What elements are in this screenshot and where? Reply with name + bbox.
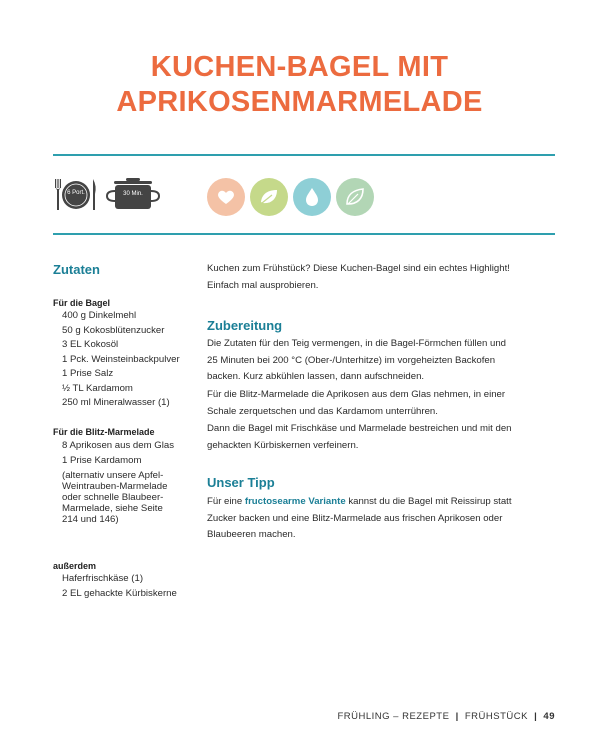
paragraph-line: Schale zerquetschen und das Kardamom unterrühren. [207, 405, 438, 417]
note-line: 214 und 146) [62, 514, 119, 525]
title-line-2: APRIKOSENMARMELADE [116, 86, 483, 118]
paragraph-line: Dann die Bagel mit Frischkäse und Marmelade bestreichen und mit den [207, 423, 512, 434]
footer-divider: | [534, 711, 538, 722]
paragraph-line: Blaubeeren machen. [207, 529, 296, 540]
preparation-paragraph-3 [207, 421, 557, 454]
pot-icon [104, 177, 164, 218]
paragraph-line: Für die Blitz-Marmelade die Aprikosen aus dem Glas nehmen, in einer [207, 389, 506, 400]
list-item: 1 Prise Salz [62, 368, 114, 379]
intro-line: Einfach mal ausprobieren. [207, 279, 319, 291]
paragraph-line: backen. Kurz abkühlen lassen, dann aufschneiden. [207, 371, 425, 382]
tip-paragraph [207, 494, 557, 544]
time-label: 30 Min. [123, 191, 143, 197]
intro-text [207, 261, 557, 294]
portions-label: 6 Port. [67, 190, 85, 196]
footer-section: FRÜHLING – REZEPTE [337, 711, 450, 722]
bagel-ingredients-list [62, 309, 180, 411]
footer-chapter: FRÜHSTÜCK [464, 711, 528, 722]
marmelade-subheading: Für die Blitz-Marmelade [53, 427, 155, 437]
ausserdem-subheading: außerdem [53, 561, 97, 571]
list-item: 400 g Dinkelmehl [62, 310, 137, 321]
badge-leaf [250, 178, 288, 216]
divider-bottom [53, 233, 555, 235]
tip-highlight: fructosearme Variante [244, 496, 346, 507]
paragraph-line: gehackten Kürbiskernen verfeinern. [207, 439, 359, 451]
cutlery-plate-icon [53, 176, 99, 219]
leaf-icon [259, 187, 279, 207]
list-item: 250 ml Mineralwasser (1) [62, 397, 170, 408]
marmelade-ingredients-list [62, 439, 174, 468]
divider-top [53, 154, 555, 156]
list-item: ½ TL Kardamom [62, 382, 133, 394]
list-item: 8 Aprikosen aus dem Glas [62, 440, 174, 451]
list-item: 1 Pck. Weinsteinbackpulver [62, 353, 180, 365]
preparation-paragraph-2 [207, 387, 557, 420]
list-item: 2 EL gehackte Kürbiskerne [62, 587, 177, 599]
leaf-outline-icon [345, 187, 365, 207]
page-footer [337, 711, 555, 722]
bagel-subheading: Für die Bagel [53, 298, 111, 308]
page-title [0, 50, 599, 120]
drop-icon [302, 187, 322, 207]
note-line: (alternativ unsere Apfel- [62, 470, 164, 481]
preparation-paragraph-1 [207, 336, 557, 386]
ausserdem-ingredients-list [62, 572, 177, 601]
list-item: 3 EL Kokosöl [62, 339, 119, 350]
tip-text: Für eine [207, 496, 245, 507]
paragraph-line: Zucker backen und eine Blitz-Marmelade aus frischen Aprikosen oder [207, 512, 503, 524]
footer-divider: | [455, 711, 459, 722]
page-number: 49 [543, 711, 555, 722]
tip-heading: Unser Tipp [207, 475, 275, 490]
badge-leaf-outline [336, 178, 374, 216]
intro-line: Kuchen zum Frühstück? Diese Kuchen-Bagel sind ein echtes Highlight! [207, 263, 510, 274]
heart-icon [216, 187, 236, 207]
badge-drop [293, 178, 331, 216]
list-item: 1 Prise Kardamom [62, 454, 142, 466]
paragraph-line: 25 Minuten bei 200 °C (Ober-/Unterhitze) im vorgeheizten Backofen [207, 354, 496, 366]
title-line-1: KUCHEN-BAGEL MIT [150, 51, 449, 83]
ingredients-heading: Zutaten [53, 262, 100, 277]
note-line: Weintrauben-Marmelade [62, 481, 168, 492]
preparation-heading: Zubereitung [207, 318, 283, 333]
marmelade-note [62, 470, 167, 525]
note-line: oder schnelle Blaubeer- [62, 492, 164, 503]
tip-text: kannst du die Bagel mit Reissirup statt [345, 496, 512, 507]
list-item: 50 g Kokosblütenzucker [62, 324, 165, 336]
note-line: Marmelade, siehe Seite [62, 503, 163, 514]
list-item: Haferfrischkäse (1) [62, 573, 144, 584]
paragraph-line: Die Zutaten für den Teig vermengen, in die Bagel-Förmchen füllen und [207, 338, 507, 349]
badge-heart [207, 178, 245, 216]
